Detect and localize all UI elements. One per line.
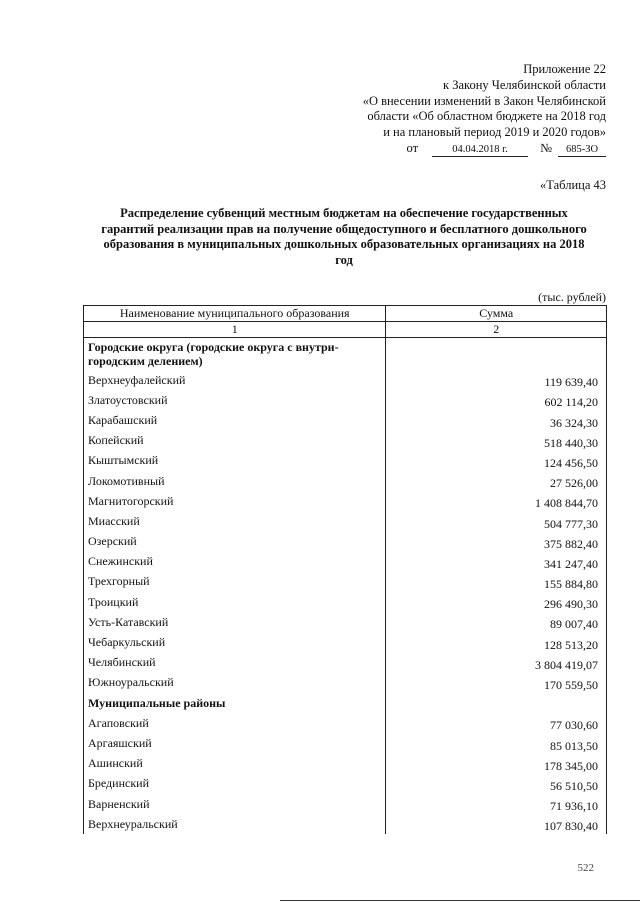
municipality-name: Челябинский	[84, 653, 386, 673]
municipality-name: Озерский	[84, 532, 386, 552]
table-row	[84, 471, 607, 491]
table-row	[84, 754, 607, 774]
section-row	[84, 338, 607, 371]
header-line: «О внесении изменений в Закон Челябинской	[362, 93, 606, 108]
table-row	[84, 612, 607, 632]
subsidy-amount: 36 324,30	[386, 410, 607, 430]
table-row	[84, 814, 607, 834]
header-line: к Закону Челябинской области	[443, 77, 606, 92]
subsidy-amount: 504 777,30	[386, 511, 607, 531]
municipality-name: Миасский	[84, 511, 386, 531]
subsidy-amount: 155 884,80	[386, 572, 607, 592]
table-row	[84, 410, 607, 430]
table-row	[84, 511, 607, 531]
municipality-name: Снежинский	[84, 552, 386, 572]
units-label: (тыс. рублей)	[538, 290, 606, 304]
table-row	[84, 552, 607, 572]
table-header-row	[84, 306, 607, 322]
subsidy-amount: 602 114,20	[386, 390, 607, 410]
page-number: 522	[577, 862, 594, 874]
section-title: Муниципальные районы	[84, 693, 386, 713]
header-line: и на плановый период 2019 и 2020 годов»	[383, 125, 606, 140]
header-line: Приложение 22	[523, 62, 606, 76]
municipality-name: Карабашский	[84, 410, 386, 430]
column-header-sum: Сумма	[386, 306, 607, 322]
subsidy-amount: 56 510,50	[386, 774, 607, 794]
municipality-name: Брединский	[84, 774, 386, 794]
table-row	[84, 390, 607, 410]
table-row	[84, 491, 607, 511]
table-row	[84, 572, 607, 592]
subsidy-amount: 178 345,00	[386, 754, 607, 774]
table-row	[84, 673, 607, 693]
table-body	[84, 306, 607, 835]
municipality-name: Агаповский	[84, 713, 386, 733]
municipality-name: Троицкий	[84, 592, 386, 612]
date-prefix: от	[406, 140, 419, 155]
subsidy-amount: 518 440,30	[386, 431, 607, 451]
municipality-name: Копейский	[84, 431, 386, 451]
column-number-row	[84, 322, 607, 338]
subsidy-amount: 341 247,40	[386, 552, 607, 572]
column-header-name: Наименование муниципального образования	[84, 306, 386, 322]
subsidy-amount: 375 882,40	[386, 532, 607, 552]
table-row	[84, 653, 607, 673]
document-title: Распределение субвенций местным бюджетам на обеспечение государственных гарантий реализации прав на получение общедоступного и бесплатного дошкольного образования в муниципальных дошкольных образовательных организациях на 2018 год	[101, 206, 587, 267]
header-line: области «Об областном бюджете на 2018 год	[367, 109, 606, 124]
table-row	[84, 794, 607, 814]
municipality-name: Южноуральский	[84, 673, 386, 693]
subsidy-amount: 119 639,40	[386, 370, 607, 390]
subsidy-table	[83, 305, 607, 834]
subsidy-amount: 77 030,60	[386, 713, 607, 733]
subsidy-amount: 124 456,50	[386, 451, 607, 471]
municipality-name: Верхнеуральский	[84, 814, 386, 834]
section-sum-cell	[386, 693, 607, 713]
column-number: 1	[84, 322, 386, 338]
municipality-name: Кыштымский	[84, 451, 386, 471]
municipality-name: Чебаркульский	[84, 632, 386, 652]
section-row	[84, 693, 607, 713]
subsidy-amount: 170 559,50	[386, 673, 607, 693]
municipality-name: Аргаяшский	[84, 733, 386, 753]
appendix-header	[363, 62, 606, 157]
subsidy-amount: 71 936,10	[386, 794, 607, 814]
municipality-name: Магнитогорский	[84, 491, 386, 511]
subsidy-amount: 27 526,00	[386, 471, 607, 491]
footer-rule	[280, 900, 640, 901]
subsidy-amount: 107 830,40	[386, 814, 607, 834]
table-row	[84, 532, 607, 552]
municipality-name: Верхнеуфалейский	[84, 370, 386, 390]
municipality-name: Локомотивный	[84, 471, 386, 491]
number-prefix: №	[540, 140, 552, 155]
subsidy-amount: 85 013,50	[386, 733, 607, 753]
table-row	[84, 632, 607, 652]
municipality-name: Варненский	[84, 794, 386, 814]
municipality-name: Златоустовский	[84, 390, 386, 410]
table-row	[84, 733, 607, 753]
subsidy-amount: 128 513,20	[386, 632, 607, 652]
subsidy-amount: 89 007,40	[386, 612, 607, 632]
table-row	[84, 451, 607, 471]
table-row	[84, 431, 607, 451]
table-label: «Таблица 43	[540, 178, 606, 192]
table-row	[84, 713, 607, 733]
municipality-name: Трехгорный	[84, 572, 386, 592]
subsidy-amount: 1 408 844,70	[386, 491, 607, 511]
table-row	[84, 774, 607, 794]
law-date-number-line	[363, 141, 606, 157]
municipality-name: Усть-Катавский	[84, 612, 386, 632]
municipality-name: Ашинский	[84, 754, 386, 774]
law-date: 04.04.2018 г.	[432, 143, 528, 157]
table-row	[84, 370, 607, 390]
column-number: 2	[386, 322, 607, 338]
subsidy-amount: 3 804 419,07	[386, 653, 607, 673]
table-row	[84, 592, 607, 612]
subsidy-amount: 296 490,30	[386, 592, 607, 612]
law-number: 685-ЗО	[558, 143, 606, 157]
section-sum-cell	[386, 338, 607, 371]
section-title: Городские округа (городские округа с внутри-городским делением)	[84, 338, 386, 371]
